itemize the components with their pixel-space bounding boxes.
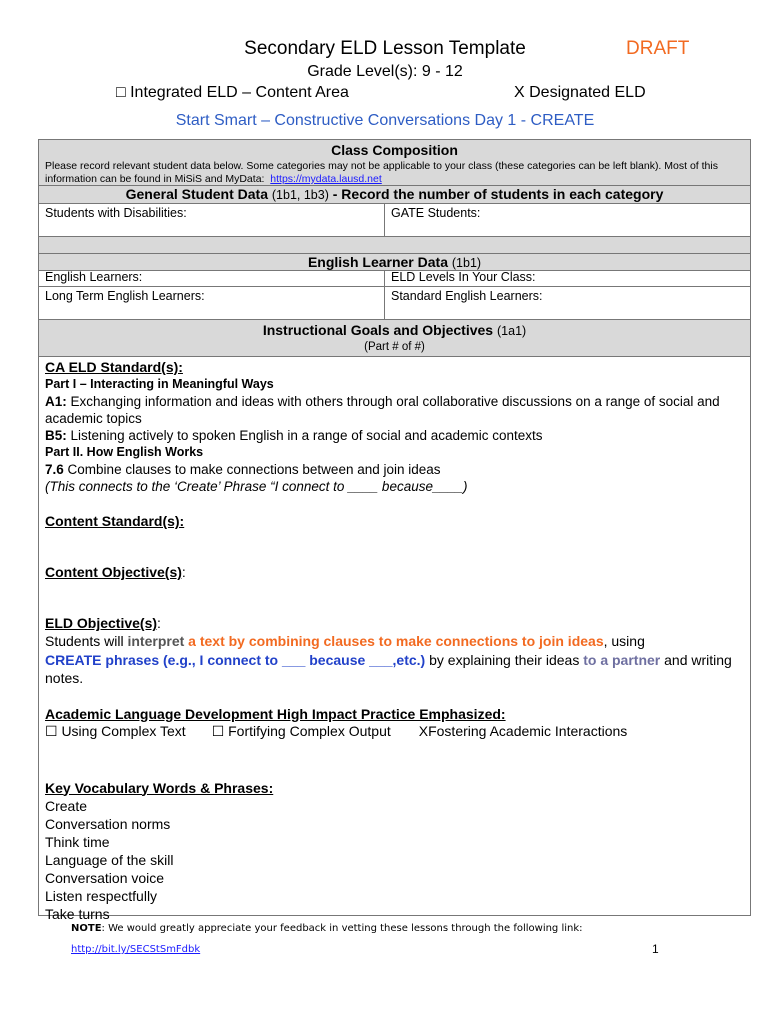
complex-output-checkbox[interactable]: ☐ Fortifying Complex Output (211, 722, 391, 739)
general-data-instructions: - Record the number of students in each category (332, 186, 664, 202)
feedback-link[interactable]: http://bit.ly/SECStSmFdbk (71, 944, 201, 955)
vocab-item: Conversation voice (45, 869, 165, 886)
goals-part: (Part # of #) (364, 341, 425, 353)
combining-clauses-phrase: a text by combining clauses to make connections to join ideas (184, 633, 604, 649)
designated-eld-option[interactable]: X Designated ELD (514, 84, 646, 101)
vocab-item: Think time (45, 833, 110, 850)
note-label: NOTE (71, 923, 102, 934)
goals-code: (1a1) (497, 324, 527, 338)
a1-text: Exchanging information and ideas with others through oral collaborative discussions on a range of social and academic topics (45, 394, 720, 426)
class-composition-heading: Class Composition (331, 142, 458, 158)
standard-learners-label: Standard English Learners: (391, 289, 543, 303)
general-data-heading: General Student Data (125, 186, 268, 202)
el-data-heading: English Learner Data (307, 254, 448, 270)
vocab-item: Listen respectfully (45, 887, 158, 904)
goals-header (39, 320, 750, 357)
grade-level: Grade Level(s): 9 - 12 (307, 63, 463, 80)
draft-label: DRAFT (626, 38, 690, 59)
s76-text: Combine clauses to make connections between and join ideas (67, 462, 441, 477)
el-data-row-2 (39, 287, 750, 320)
academic-interactions-checkbox[interactable]: XFostering Academic Interactions (418, 722, 628, 739)
vocab-item: Conversation norms (45, 815, 171, 832)
b5-text: Listening actively to spoken English in a range of social and academic contexts (70, 428, 543, 443)
gate-field[interactable] (385, 204, 750, 236)
to-partner-phrase: to a partner (583, 651, 661, 668)
content-objective-heading: Content Objective(s) (45, 564, 182, 580)
disabilities-field[interactable] (39, 204, 385, 236)
page-number: 1 (652, 942, 659, 956)
content-standard-heading: Content Standard(s): (45, 513, 185, 529)
integrated-eld-option[interactable]: □ Integrated ELD – Content Area (116, 84, 349, 101)
eld-objective-heading: ELD Objective(s) (45, 615, 158, 631)
goals-heading: Instructional Goals and Objectives (262, 322, 494, 338)
footer-note (71, 923, 583, 934)
content-objective-line: Content Objective(s): (45, 564, 186, 580)
el-data-header-row (39, 254, 750, 287)
el-data-code: (1b1) (451, 256, 482, 270)
vocab-heading: Key Vocabulary Words & Phrases: (45, 779, 274, 796)
practice-heading: Academic Language Development High Impact Practice Emphasized: (45, 705, 506, 722)
vocab-list (45, 797, 744, 923)
page-title: Secondary ELD Lesson Template (244, 38, 526, 59)
note-text: : We would greatly appreciate your feedback in vetting these lessons through the following link: (101, 923, 583, 934)
eld-levels-field[interactable] (385, 270, 750, 287)
gate-label: GATE Students: (391, 206, 481, 220)
general-data-row (39, 204, 750, 237)
eld-objective-text: Students will interpret a text by combining clauses to make connections to join ideas, using CREATE phrases (e.g., I connect to ___ because ___,etc.) by explaining their ideas to a partner and writing notes. (45, 633, 732, 686)
general-data-header (39, 186, 750, 204)
vocab-item: Create (45, 797, 88, 814)
s76-label: 7.6 (45, 462, 64, 477)
standard-learners-field[interactable] (385, 287, 750, 319)
long-term-field[interactable] (39, 287, 385, 319)
long-term-label: Long Term English Learners: (45, 289, 205, 303)
create-connection-note: (This connects to the ‘Create’ Phrase “I connect to ____ because____) (45, 479, 468, 494)
part1-heading: Part I – Interacting in Meaningful Ways (45, 377, 274, 391)
practice-options (45, 723, 744, 740)
lesson-subtitle: Start Smart – Constructive Conversations Day 1 - CREATE (175, 112, 595, 129)
interpret-term: interpret (127, 633, 185, 649)
mydata-link[interactable]: https://mydata.lausd.net (270, 173, 382, 185)
eld-levels-label: ELD Levels In Your Class: (391, 270, 536, 284)
general-data-code: (1b1, 1b3) (271, 188, 329, 202)
a1-label: A1: (45, 394, 67, 409)
ca-eld-heading: CA ELD Standard(s): (45, 359, 183, 375)
standard-a1 (45, 393, 744, 427)
lesson-table (38, 139, 751, 922)
vocab-item: Take turns (45, 905, 110, 922)
eld-objective-line: ELD Objective(s): (45, 615, 161, 631)
goals-body (39, 357, 750, 922)
standard-7-6 (45, 461, 744, 478)
vocab-item: Language of the skill (45, 851, 174, 868)
class-composition-section (39, 140, 750, 186)
english-learners-field[interactable] (39, 270, 385, 287)
el-data-spacer (39, 237, 750, 254)
english-learners-label: English Learners: (45, 270, 143, 284)
part2-heading: Part II. How English Works (45, 445, 204, 459)
class-composition-note: Please record relevant student data below. Some categories may not be applicable to your class (these categories can be left blank). Most of this information can be found in MiSiS and MyData: https://mydata.lausd.net (45, 160, 718, 185)
complex-text-checkbox[interactable]: ☐ Using Complex Text (45, 722, 186, 739)
disabilities-label: Students with Disabilities: (45, 206, 187, 220)
create-phrases: CREATE phrases (e.g., I connect to ___ because ___,etc.) (45, 651, 426, 668)
b5-label: B5: (45, 428, 67, 443)
standard-b5 (45, 427, 744, 444)
